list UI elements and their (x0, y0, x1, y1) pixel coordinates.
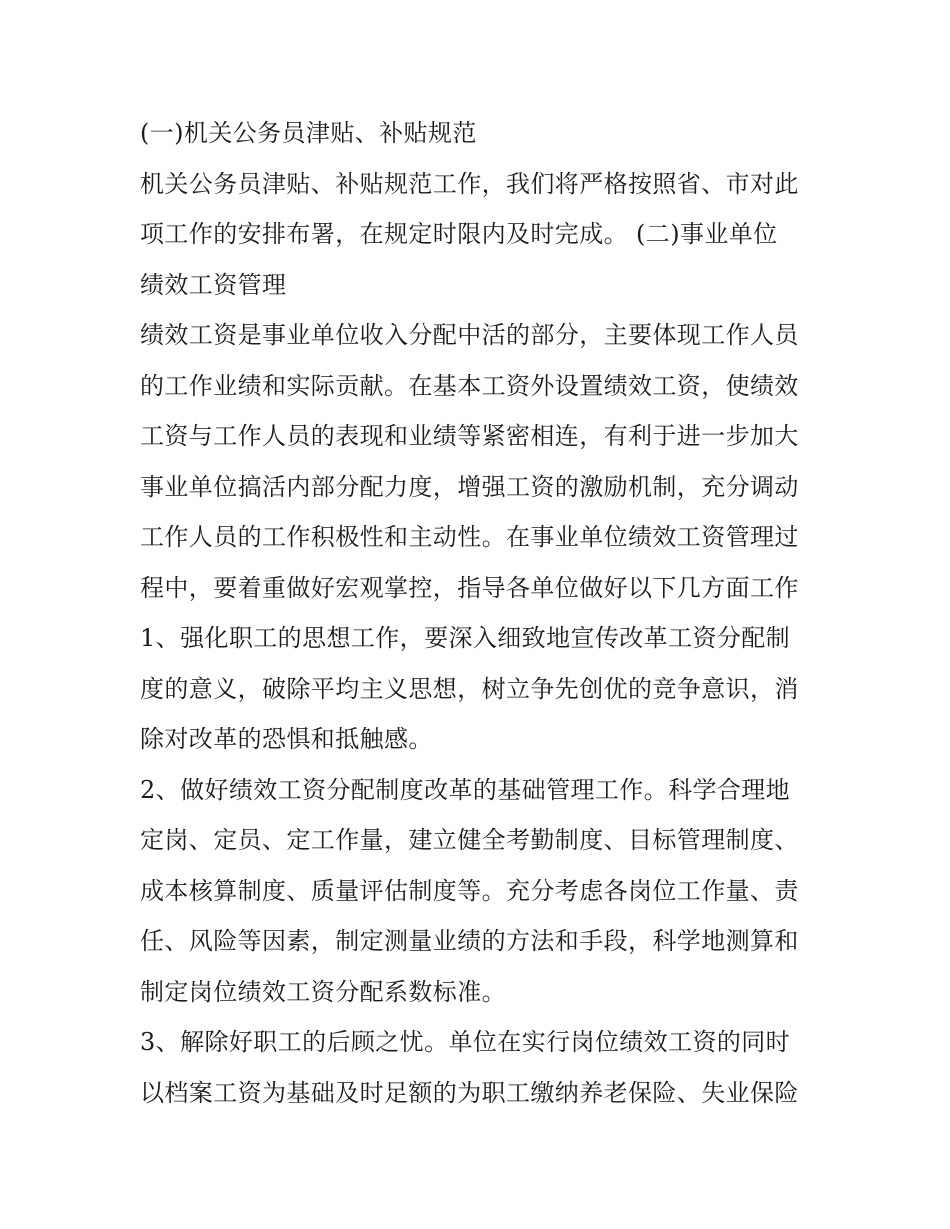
text-line: 制定岗位绩效工资分配系数标准。 (140, 977, 506, 1006)
text-line: 绩效工资管理 (140, 270, 287, 299)
text-line: 以档案工资为基础及时足额的为职工缴纳养老保险、失业保险 (140, 1078, 799, 1107)
text-line: 定岗、定员、定工作量，建立健全考勤制度、目标管理制度、 (140, 826, 799, 854)
text-line: 绩效工资是事业单位收入分配中活的部分，主要体现工作人员 (140, 321, 799, 349)
text-line: 机关公务员津贴、补贴规范工作，我们将严格按照省、市对此 (140, 169, 799, 198)
text-line: 项工作的安排布署，在规定时限内及时完成。 (二)事业单位 (140, 220, 778, 248)
text-line: 任、风险等因素，制定测量业绩的方法和手段，科学地测算和 (140, 927, 799, 955)
text-line: 程中，要着重做好宏观掌控，指导各单位做好以下几方面工作 (140, 573, 799, 602)
text-line: 1、强化职工的思想工作，要深入细致地宣传改革工资分配制 (140, 624, 791, 652)
text-line: 度的意义，破除平均主义思想，树立争先创优的竞争意识，消 (140, 674, 799, 703)
text-line: 成本核算制度、质量评估制度等。充分考虑各岗位工作量、责 (140, 876, 799, 905)
text-line: 2、做好绩效工资分配制度改革的基础管理工作。科学合理地 (140, 775, 791, 804)
text-line: 工作人员的工作积极性和主动性。在事业单位绩效工资管理过 (140, 523, 799, 551)
document-body (140, 108, 816, 1118)
text-line: 3、解除好职工的后顾之忧。单位在实行岗位绩效工资的同时 (140, 1028, 791, 1056)
text-line: 事业单位搞活内部分配力度，增强工资的激励机制，充分调动 (140, 472, 799, 501)
text-line: 除对改革的恐惧和抵触感。 (140, 725, 433, 753)
text-line: (一)机关公务员津贴、补贴规范 (140, 119, 477, 147)
text-line: 的工作业绩和实际贡献。在基本工资外设置绩效工资，使绩效 (140, 371, 799, 400)
text-line: 工资与工作人员的表现和业绩等紧密相连，有利于进一步加大 (140, 422, 799, 450)
